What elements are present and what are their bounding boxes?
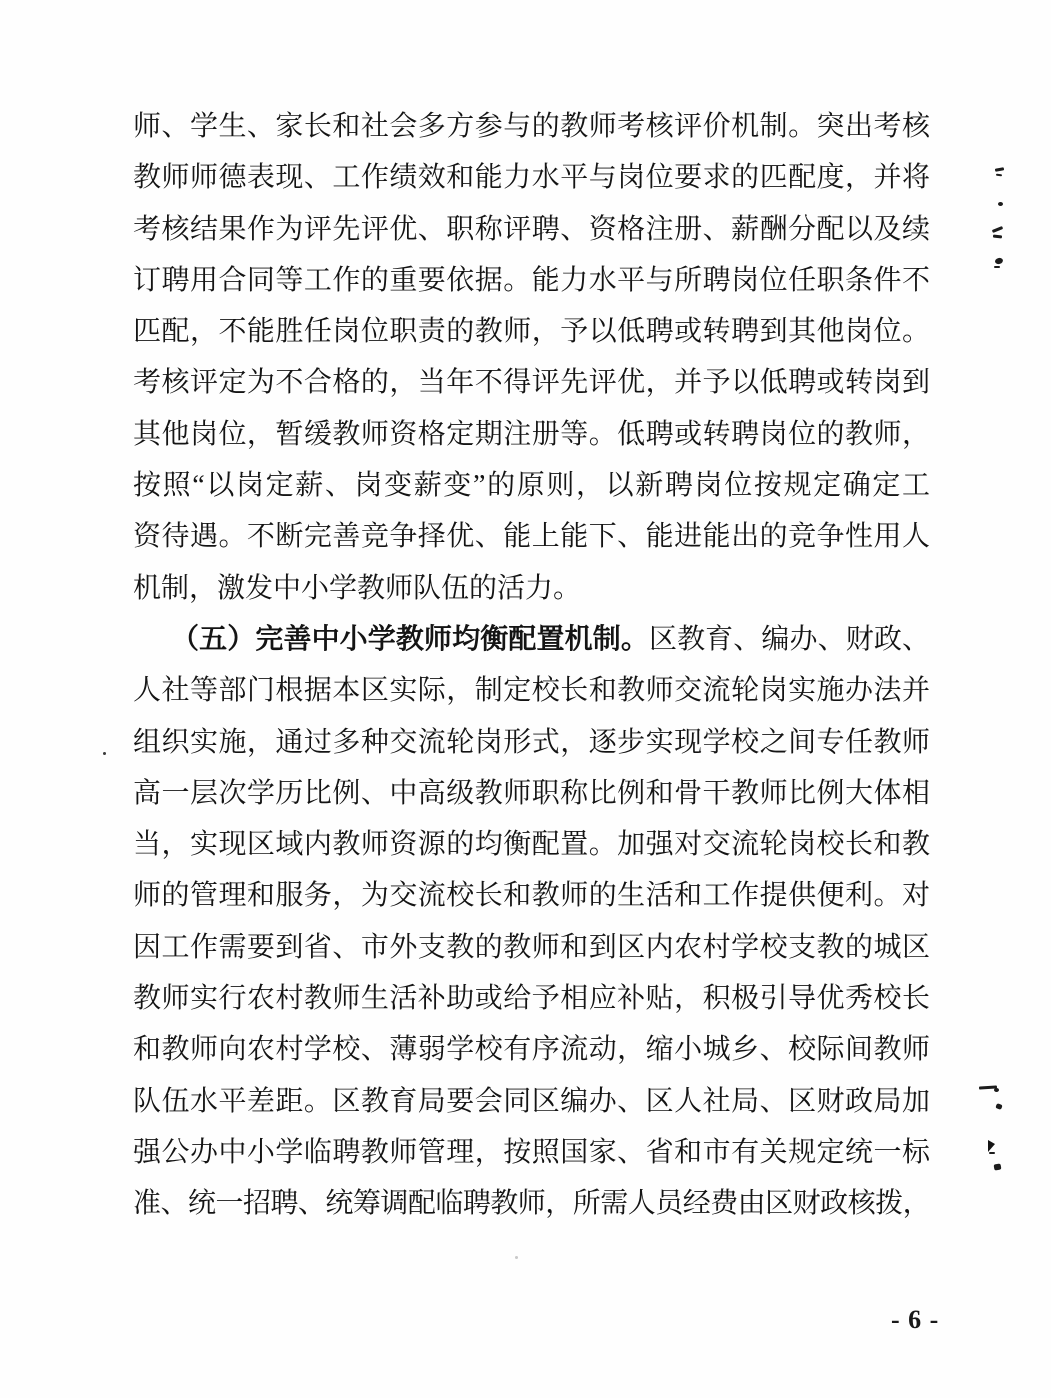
section5-lead-line — [133, 614, 930, 665]
section5-line: 强公办中小学临聘教师管理，按照国家、省和市有关规定统一标 — [133, 1136, 930, 1168]
body-line: 考核评定为不合格的，当年不得评先评优，并予以低聘或转岗到 — [133, 367, 930, 399]
body-line: 匹配，不能胜任岗位职责的教师，予以低聘或转聘到其他岗位。 — [133, 316, 930, 348]
body-line: 订聘用合同等工作的重要依据。能力水平与所聘岗位任职条件不 — [133, 264, 930, 296]
section5-line: 组织实施，通过多种交流轮岗形式，逐步实现学校之间专任教师 — [133, 726, 930, 758]
body-line: 资待遇。不断完善竞争择优、能上能下、能进能出的竞争性用人 — [133, 521, 930, 553]
section5-line: 准、统一招聘、统筹调配临聘教师，所需人员经费由区财政核拨， — [133, 1188, 930, 1220]
section5-line: 和教师向农村学校、薄弱学校有序流动，缩小城乡、校际间教师 — [133, 1034, 930, 1066]
section5-line: 队伍水平差距。区教育局要会同区编办、区人社局、区财政局加 — [133, 1085, 930, 1117]
body-line: 考核结果作为评先评优、职称评聘、资格注册、薪酬分配以及续 — [133, 213, 930, 245]
section5-lead-text: 区教育、编办、财政、 — [648, 623, 930, 655]
scan-artifact — [992, 226, 1003, 233]
body-line: 师、学生、家长和社会多方参与的教师考核评价机制。突出考核 — [133, 111, 930, 142]
section5-heading: （五）完善中小学教师均衡配置机制。 — [171, 623, 649, 655]
section5-line: 高一层次学历比例、中高级教师职称比例和骨干教师比例大体相 — [133, 777, 930, 809]
body-line: 其他岗位，暂缓教师资格定期注册等。低聘或转聘岗位的教师， — [133, 418, 930, 450]
section5-line: 师的管理和服务，为交流校长和教师的生活和工作提供便利。对 — [133, 880, 930, 912]
scan-artifact — [994, 1088, 999, 1092]
body-line: 教师师德表现、工作绩效和能力水平与岗位要求的匹配度，并将 — [133, 162, 930, 194]
section5-line: 因工作需要到省、市外支教的教师和到区内农村学校支教的城区 — [133, 931, 930, 963]
scan-artifact — [988, 1140, 995, 1152]
scan-artifact — [998, 202, 1003, 206]
document-text-block — [133, 101, 930, 1230]
scan-artifact — [989, 1152, 995, 1154]
page-number: - 6 - — [891, 1305, 940, 1334]
scan-artifact — [994, 266, 1000, 268]
scan-artifact — [515, 1256, 518, 1259]
scan-artifact — [995, 1103, 1002, 1110]
section5-line: 人社等部门根据本区实际，制定校长和教师交流轮岗实施办法并 — [133, 675, 930, 707]
scan-artifact — [996, 174, 1002, 177]
body-line: 机制，激发中小学教师队伍的活力。 — [133, 572, 582, 604]
scan-artifact — [994, 257, 1003, 265]
section5-line: 当，实现区域内教师资源的均衡配置。加强对交流轮岗校长和教 — [133, 829, 930, 861]
body-line: 按照“以岗定薪、岗变薪变”的原则，以新聘岗位按规定确定工 — [133, 470, 930, 502]
scan-artifact — [994, 1163, 1002, 1170]
section5-line: 教师实行农村教师生活补助或给予相应补贴，积极引导优秀校长 — [133, 983, 930, 1015]
scan-artifact — [993, 235, 1002, 239]
scan-artifact — [103, 752, 106, 755]
scan-artifact — [995, 167, 1004, 172]
